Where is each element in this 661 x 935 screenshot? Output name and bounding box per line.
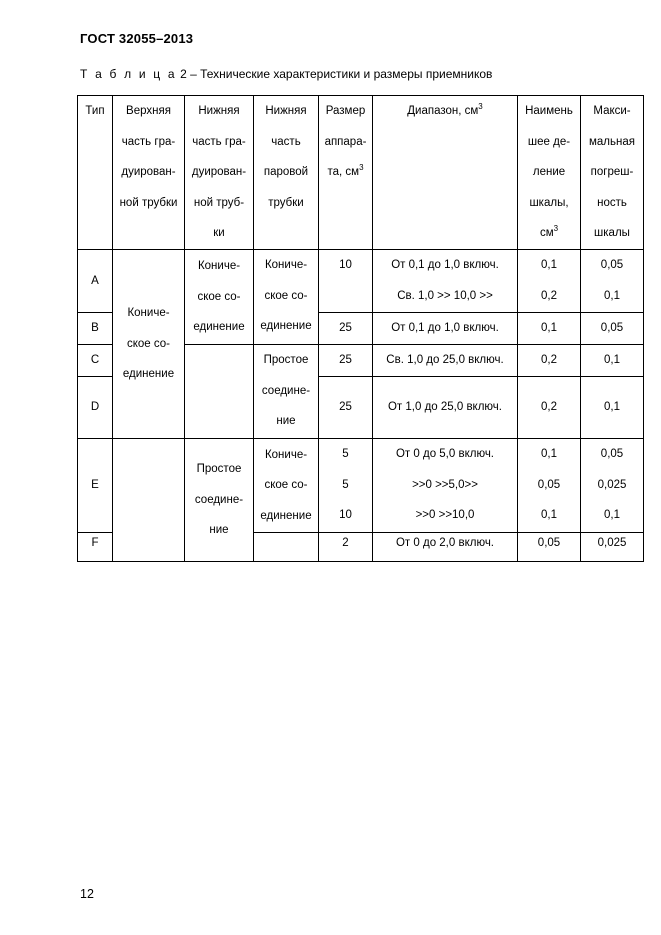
cell-type-a: A	[78, 250, 113, 313]
table-row-a	[78, 250, 644, 313]
cell-division-c: 0,2	[518, 345, 581, 377]
specifications-table	[77, 95, 644, 562]
cell-range-c: Св. 1,0 до 25,0 включ.	[373, 345, 518, 377]
table-row-e	[78, 439, 644, 533]
cell-division-e: 0,1 0,05 0,1	[518, 439, 581, 533]
cell-type-c: C	[78, 345, 113, 377]
cell-size-b: 25	[319, 313, 373, 345]
cell-lower-ef: Простое соедине- ние	[185, 439, 254, 562]
header-range-text: Диапазон, см	[407, 105, 479, 117]
header-error: Макси- мальная погреш- ность шкалы	[581, 96, 644, 250]
header-upper-tube: Верхняя часть гра- дуирован- ной трубки	[113, 96, 185, 250]
cell-size-a: 10	[319, 250, 373, 313]
cell-type-b: B	[78, 313, 113, 345]
cell-upper-abcd: Кониче- ское со- единение	[113, 250, 185, 439]
cell-division-d: 0,2	[518, 377, 581, 439]
cell-size-c: 25	[319, 345, 373, 377]
cell-error-b: 0,05	[581, 313, 644, 345]
header-size	[319, 96, 373, 250]
header-division-text: Наимень шее де- ление шкалы, см	[525, 105, 573, 239]
cell-range-d: От 1,0 до 25,0 включ.	[373, 377, 518, 439]
header-lower-tube: Нижняя часть гра- дуирован- ной труб- ки	[185, 96, 254, 250]
cell-error-a: 0,05 0,1	[581, 250, 644, 313]
caption-number: 2	[176, 67, 187, 81]
cell-size-f: 2	[319, 533, 373, 562]
cell-vapor-f	[254, 533, 319, 562]
cell-division-f: 0,05	[518, 533, 581, 562]
cell-range-a: От 0,1 до 1,0 включ. Св. 1,0 >> 10,0 >>	[373, 250, 518, 313]
cell-range-f: От 0 до 2,0 включ.	[373, 533, 518, 562]
header-range-sup: 3	[478, 102, 483, 112]
cell-type-e: E	[78, 439, 113, 533]
header-vapor-tube: Нижняя часть паровой трубки	[254, 96, 319, 250]
header-type: Тип	[78, 96, 113, 250]
document-code: ГОСТ 32055–2013	[80, 31, 194, 46]
cell-error-e: 0,05 0,025 0,1	[581, 439, 644, 533]
table-header-row	[78, 96, 644, 250]
cell-size-e: 5 5 10	[319, 439, 373, 533]
header-size-text: Размер аппара- та, см	[324, 105, 367, 178]
cell-lower-cd	[185, 345, 254, 439]
cell-vapor-e: Кониче- ское со- единение	[254, 439, 319, 533]
cell-size-d: 25	[319, 377, 373, 439]
cell-range-e: От 0 до 5,0 включ. >>0 >>5,0>> >>0 >>10,0	[373, 439, 518, 533]
header-range	[373, 96, 518, 250]
page-number: 12	[80, 887, 94, 901]
caption-text: – Технические характеристики и размеры приемников	[186, 67, 493, 81]
cell-vapor-ab: Кониче- ское со- единение	[254, 250, 319, 345]
cell-lower-ab: Кониче- ское со- единение	[185, 250, 254, 345]
caption-label: Т а б л и ц а	[80, 67, 177, 81]
cell-type-d: D	[78, 377, 113, 439]
cell-type-f: F	[78, 533, 113, 562]
cell-division-b: 0,1	[518, 313, 581, 345]
table-caption	[80, 67, 492, 81]
header-division-sup: 3	[553, 224, 559, 234]
cell-division-a: 0,1 0,2	[518, 250, 581, 313]
cell-error-f: 0,025	[581, 533, 644, 562]
cell-error-d: 0,1	[581, 377, 644, 439]
cell-error-c: 0,1	[581, 345, 644, 377]
cell-upper-ef	[113, 439, 185, 562]
cell-range-b: От 0,1 до 1,0 включ.	[373, 313, 518, 345]
header-division	[518, 96, 581, 250]
header-size-sup: 3	[359, 163, 364, 173]
cell-vapor-cd: Простое соедине- ние	[254, 345, 319, 439]
